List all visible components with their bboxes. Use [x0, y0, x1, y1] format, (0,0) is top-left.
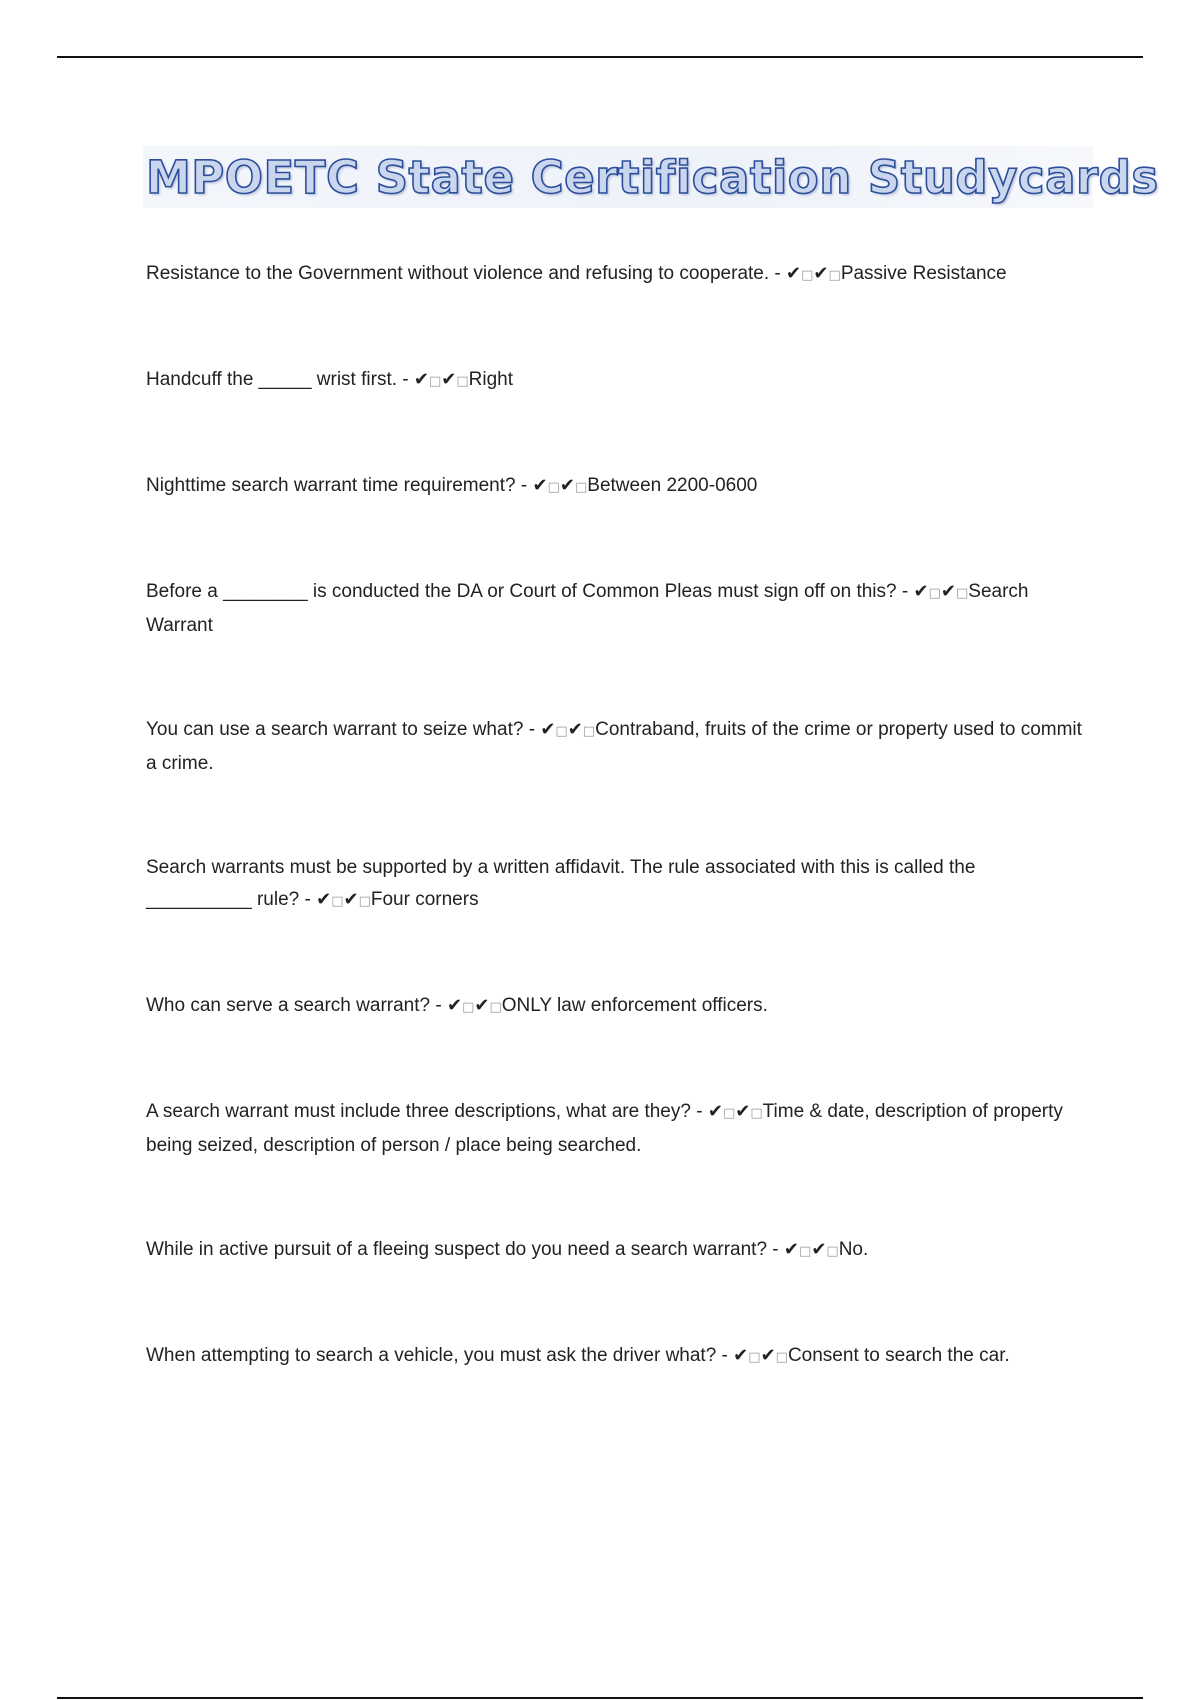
- box-icon: □: [826, 1244, 839, 1259]
- box-icon: □: [775, 1350, 788, 1365]
- studycard: [146, 364, 1086, 398]
- card-question: Nighttime search warrant time requirement?: [146, 475, 516, 496]
- check-icon: ✔: [474, 995, 490, 1016]
- card-separator: -: [767, 1239, 784, 1260]
- check-icon: ✔: [441, 369, 457, 390]
- check-icon: ✔: [811, 1239, 827, 1260]
- check-icon: ✔: [733, 1345, 749, 1366]
- box-icon: □: [428, 374, 442, 389]
- title-banner: [143, 146, 1159, 208]
- card-answer: Search Warrant: [146, 581, 1029, 636]
- bottom-rule: [57, 1697, 1143, 1699]
- card-answer: Right: [468, 369, 514, 390]
- card-answer: Passive Resistance: [840, 263, 1007, 284]
- check-icon: ✔: [446, 995, 463, 1016]
- check-icon: ✔: [316, 889, 332, 910]
- card-question: While in active pursuit of a fleeing suspect do you need a search warrant?: [146, 1239, 768, 1260]
- check-icon: ✔: [913, 581, 929, 602]
- card-question: Search warrants must be supported by a written affidavit. The rule associated with this is called the __________ rule?: [146, 857, 976, 910]
- card-separator: -: [515, 475, 533, 496]
- card-question: Handcuff the _____ wrist first.: [146, 369, 397, 390]
- box-icon: □: [358, 894, 371, 909]
- card-answer: Time & date, description of property being seized, description of person / place being searched.: [146, 1101, 1063, 1156]
- box-icon: □: [801, 268, 814, 283]
- box-icon: □: [750, 1106, 763, 1121]
- card-question: Resistance to the Government without violence and refusing to cooperate.: [146, 263, 770, 284]
- studycard: [146, 1234, 1086, 1268]
- box-icon: □: [489, 1000, 502, 1015]
- studycard: [146, 1096, 1086, 1162]
- box-icon: □: [722, 1106, 736, 1121]
- check-icon: ✔: [813, 263, 829, 284]
- box-icon: □: [456, 374, 469, 389]
- check-icon: ✔: [707, 1101, 723, 1122]
- card-question: You can use a search warrant to seize what?: [146, 719, 524, 740]
- box-icon: □: [955, 586, 969, 601]
- check-icon: ✔: [567, 719, 583, 740]
- card-question: Who can serve a search warrant?: [146, 995, 431, 1016]
- card-separator: -: [523, 719, 541, 740]
- check-icon: ✔: [735, 1101, 751, 1122]
- box-icon: □: [574, 480, 588, 495]
- check-icon: ✔: [532, 475, 548, 496]
- check-icon: ✔: [540, 719, 556, 740]
- box-icon: □: [462, 1000, 475, 1015]
- studycard: [146, 714, 1086, 780]
- card-answer: Consent to search the car.: [787, 1345, 1010, 1366]
- card-separator: -: [716, 1345, 734, 1366]
- check-icon: ✔: [559, 475, 575, 496]
- card-question: When attempting to search a vehicle, you must ask the driver what?: [146, 1345, 717, 1366]
- box-icon: □: [555, 724, 568, 739]
- studycard: [146, 258, 1086, 292]
- studycard: [146, 470, 1086, 504]
- top-rule: [57, 56, 1143, 58]
- card-separator: -: [896, 581, 914, 602]
- box-icon: □: [331, 894, 344, 909]
- studycard: [146, 990, 1086, 1024]
- card-answer: Contraband, fruits of the crime or property used to commit a crime.: [146, 719, 1082, 774]
- card-answer: Between 2200-0600: [587, 475, 758, 496]
- check-icon: ✔: [760, 1345, 776, 1366]
- check-icon: ✔: [786, 263, 802, 284]
- box-icon: □: [748, 1350, 761, 1365]
- box-icon: □: [828, 268, 841, 283]
- box-icon: □: [582, 724, 596, 739]
- box-icon: □: [547, 480, 560, 495]
- box-icon: □: [928, 586, 941, 601]
- card-separator: -: [690, 1101, 708, 1122]
- card-answer: Four corners: [370, 889, 479, 910]
- card-separator: -: [769, 263, 787, 284]
- card-question: A search warrant must include three descriptions, what are they?: [146, 1101, 691, 1122]
- card-question: Before a ________ is conducted the DA or Court of Common Pleas must sign off on this?: [146, 581, 897, 602]
- card-answer: No.: [838, 1239, 869, 1260]
- card-separator: -: [299, 889, 317, 910]
- card-separator: -: [397, 369, 414, 390]
- studycard: [146, 852, 1086, 918]
- studycard: [146, 576, 1086, 642]
- check-icon: ✔: [783, 1239, 800, 1260]
- studycard: [146, 1340, 1086, 1374]
- studycard-list: [146, 258, 1086, 1374]
- check-icon: ✔: [413, 369, 429, 390]
- box-icon: □: [799, 1244, 812, 1259]
- check-icon: ✔: [940, 581, 956, 602]
- card-answer: ONLY law enforcement officers.: [501, 995, 768, 1016]
- check-icon: ✔: [343, 889, 359, 910]
- page-title: MPOETC State Certification Studycards: [146, 150, 1159, 204]
- card-separator: -: [430, 995, 447, 1016]
